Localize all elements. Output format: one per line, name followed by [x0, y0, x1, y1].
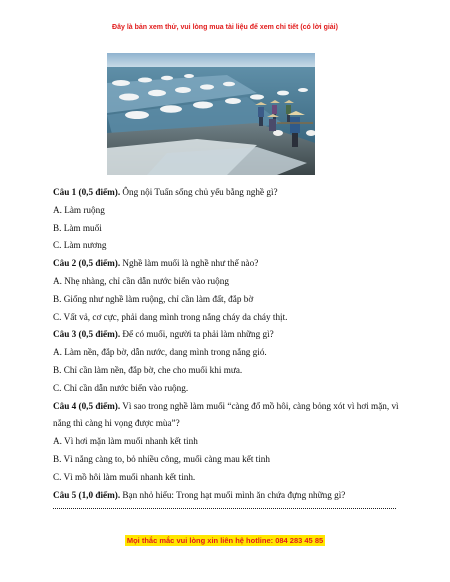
option: B. Làm muối [53, 222, 102, 233]
preview-notice: Đây là bản xem thử, vui lòng mua tài liệu để xem chi tiết (có lời giải) [112, 24, 338, 31]
option: B. Vì nắng càng to, bỏ nhiều công, muối càng mau kết tinh [53, 453, 270, 464]
question-label: Câu 5 (1,0 điểm). [53, 489, 121, 500]
question-text: Vì sao trong nghề làm muối “càng đổ mồ hôi, càng bỏng xót vì hơi mặn, vì nắng thì càng hi vọng được mùa”? [53, 400, 399, 429]
answer-line [53, 508, 396, 509]
question-text: Nghề làm muối là nghề như thế nào? [120, 258, 259, 269]
option: A. Làm ruộng [53, 204, 105, 215]
question-text: Ông nội Tuấn sống chủ yếu bằng nghề gì? [120, 187, 278, 197]
question-1 [53, 184, 405, 202]
question-3 [53, 326, 405, 344]
question-label: Câu 1 (0,5 điểm). [53, 187, 121, 197]
option: A. Làm nền, đắp bờ, dẫn nước, dang mình trong nắng gió. [53, 347, 267, 358]
question-label: Câu 4 (0,5 điểm). [53, 400, 121, 411]
question-text: Bạn nhỏ hiểu: Trong hạt muối mình ăn chứa đựng những gì? [120, 489, 346, 500]
option: C. Vì mồ hôi làm muối nhanh kết tinh. [53, 471, 196, 482]
option: A. Nhẹ nhàng, chỉ cần dẫn nước biển vào ruộng [53, 275, 229, 286]
question-list [53, 184, 405, 504]
question-4 [53, 398, 405, 434]
option: C. Làm nương [53, 240, 107, 251]
hotline-text: Mọi thắc mắc vui lòng xin liên hệ hotline: 084 283 45 85 [126, 536, 324, 545]
salt-field-photo [107, 53, 315, 175]
question-5 [53, 487, 405, 505]
option: A. Vì hơi mặn làm muối nhanh kết tinh [53, 436, 198, 447]
question-text: Để có muối, người ta phải làm những gì? [120, 329, 274, 340]
option: C. Vất vả, cơ cực, phải dang mình trong nắng cháy da cháy thịt. [53, 311, 288, 322]
question-label: Câu 2 (0,5 điểm). [53, 258, 121, 269]
hotline-footer [0, 536, 450, 545]
question-2 [53, 255, 405, 273]
question-label: Câu 3 (0,5 điểm). [53, 329, 121, 340]
option: B. Giống như nghề làm ruộng, chỉ cần làm đất, đắp bờ [53, 293, 254, 304]
option: C. Chỉ cần dẫn nước biển vào ruộng. [53, 382, 189, 393]
option: B. Chỉ cần làm nền, đắp bờ, che cho muối khi mưa. [53, 364, 243, 375]
